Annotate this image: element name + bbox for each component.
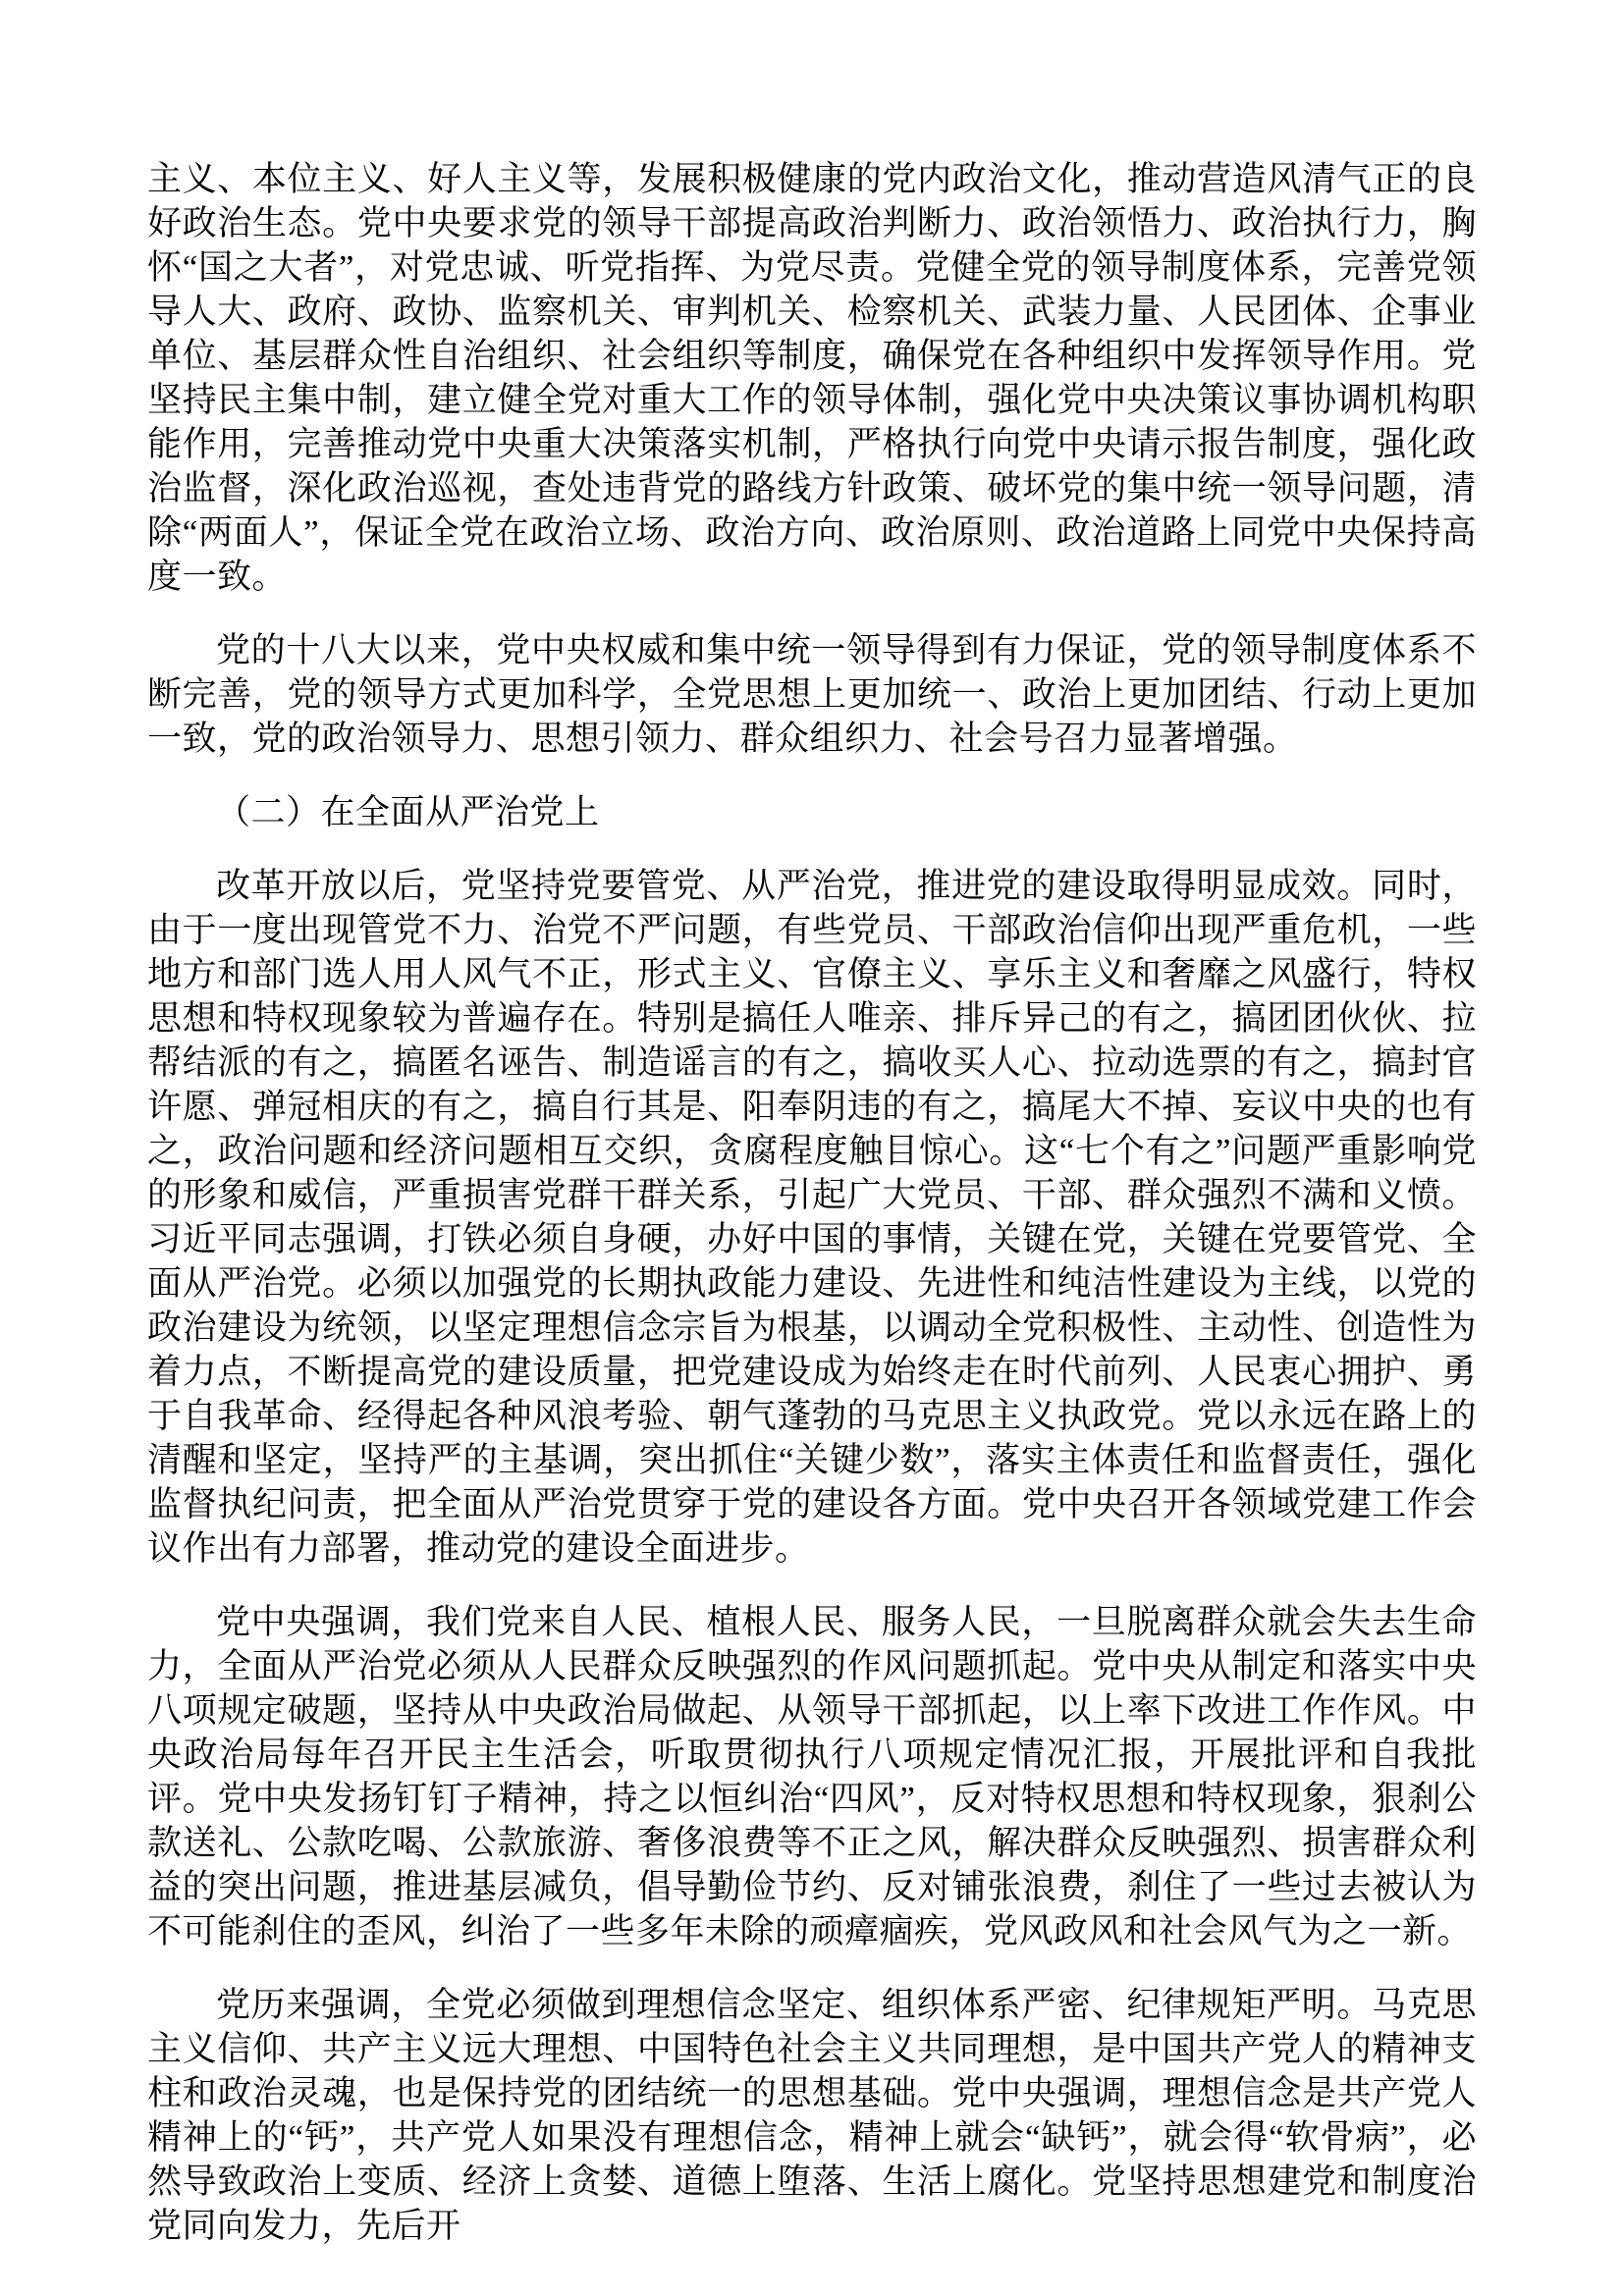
paragraph: 党的十八大以来，党中央权威和集中统一领导得到有力保证，党的领导制度体系不断完善，党的领导方式更加科学，全党思想上更加统一、政治上更加团结、行动上更加一致，党的政治领导力、思想引领力、群众组织力、社会号召力显著增强。 bbox=[147, 631, 1477, 758]
section-heading: （二）在全面从严治党上 bbox=[216, 793, 600, 831]
paragraph: 改革开放以后，党坚持党要管党、从严治党，推进党的建设取得明显成效。同时，由于一度出现管党不力、治党不严问题，有些党员、干部政治信仰出现严重危机，一些地方和部门选人用人风气不正，形式主义、官僚主义、享乐主义和奢靡之风盛行，特权思想和特权现象较为普遍存在。特别是搞任人唯亲、排斥异己的有之，搞团团伙伙、拉帮结派的有之，搞匿名诬告、制造谣言的有之，搞收买人心、拉动选票的有之，搞封官许愿、弹冠相庆的有之，搞自行其是、阳奉阴违的有之，搞尾大不掉、妄议中央的也有之，政治问题和经济问题相互交织，贪腐程度触目惊心。这“七个有之”问题严重影响党的形象和威信，严重损害党群干群关系，引起广大党员、干部、群众强烈不满和义愤。习近平同志强调，打铁必须自身硬，办好中国的事情，关键在党，关键在党要管党、全面从严治党。必须以加强党的长期执政能力建设、先进性和纯洁性建设为主线，以党的政治建设为统领，以坚定理想信念宗旨为根基，以调动全党积极性、主动性、创造性为着力点，不断提高党的建设质量，把党建设成为始终走在时代前列、人民衷心拥护、勇于自我革命、经得起各种风浪考验、朝气蓬勃的马克思主义执政党。党以永远在路上的清醒和坚定，坚持严的主基调，突出抓住“关键少数”，落实主体责任和监督责任，强化监督执纪问责，把全面从严治党贯穿于党的建设各方面。党中央召开各领域党建工作会议作出有力部署，推动党的建设全面进步。 bbox=[147, 867, 1477, 1568]
paragraph: 党中央强调，我们党来自人民、植根人民、服务人民，一旦脱离群众就会失去生命力，全面从严治党必须从人民群众反映强烈的作风问题抓起。党中央从制定和落实中央八项规定破题，坚持从中央政治局做起、从领导干部抓起，以上率下改进工作作风。中央政治局每年召开民主生活会，听取贯彻执行八项规定情况汇报，开展批评和自我批评。党中央发扬钉钉子精神，持之以恒纠治“四风”，反对特权思想和特权现象，狠刹公款送礼、公款吃喝、公款旅游、奢侈浪费等不正之风，解决群众反映强烈、损害群众利益的突出问题，推进基层减负，倡导勤俭节约、反对铺张浪费，刹住了一些过去被认为不可能刹住的歪风，纠治了一些多年未除的顽瘴痼疾，党风政风和社会风气为之一新。 bbox=[147, 1603, 1477, 1950]
paragraph-truncated: 党历来强调，全党必须做到理想信念坚定、组织体系严密、纪律规矩严明。马克思主义信仰、共产主义远大理想、中国特色社会主义共同理想，是中国共产党人的精神支柱和政治灵魂，也是保持党的团结统一的思想基础。党中央强调，理想信念是共产党人精神上的“钙”，共产党人如果没有理想信念，精神上就会“缺钙”，就会得“软骨病”，必然导致政治上变质、经济上贪婪、道德上堕落、生活上腐化。党坚持思想建党和制度治党同向发力，先后开 bbox=[147, 1986, 1477, 2245]
paragraph-continuation: 主义、本位主义、好人主义等，发展积极健康的党内政治文化，推动营造风清气正的良好政治生态。党中央要求党的领导干部提高政治判断力、政治领悟力、政治执行力，胸怀“国之大者”，对党忠诚、听党指挥、为党尽责。党健全党的领导制度体系，完善党领导人大、政府、政协、监察机关、审判机关、检察机关、武装力量、人民团体、企事业单位、基层群众性自治组织、社会组织等制度，确保党在各种组织中发挥领导作用。党坚持民主集中制，建立健全党对重大工作的领导体制，强化党中央决策议事协调机构职能作用，完善推动党中央重大决策落实机制，严格执行向党中央请示报告制度，强化政治监督，深化政治巡视，查处违背党的路线方针政策、破坏党的集中统一领导问题，清除“两面人”，保证全党在政治立场、政治方向、政治原则、政治道路上同党中央保持高度一致。 bbox=[147, 160, 1477, 596]
